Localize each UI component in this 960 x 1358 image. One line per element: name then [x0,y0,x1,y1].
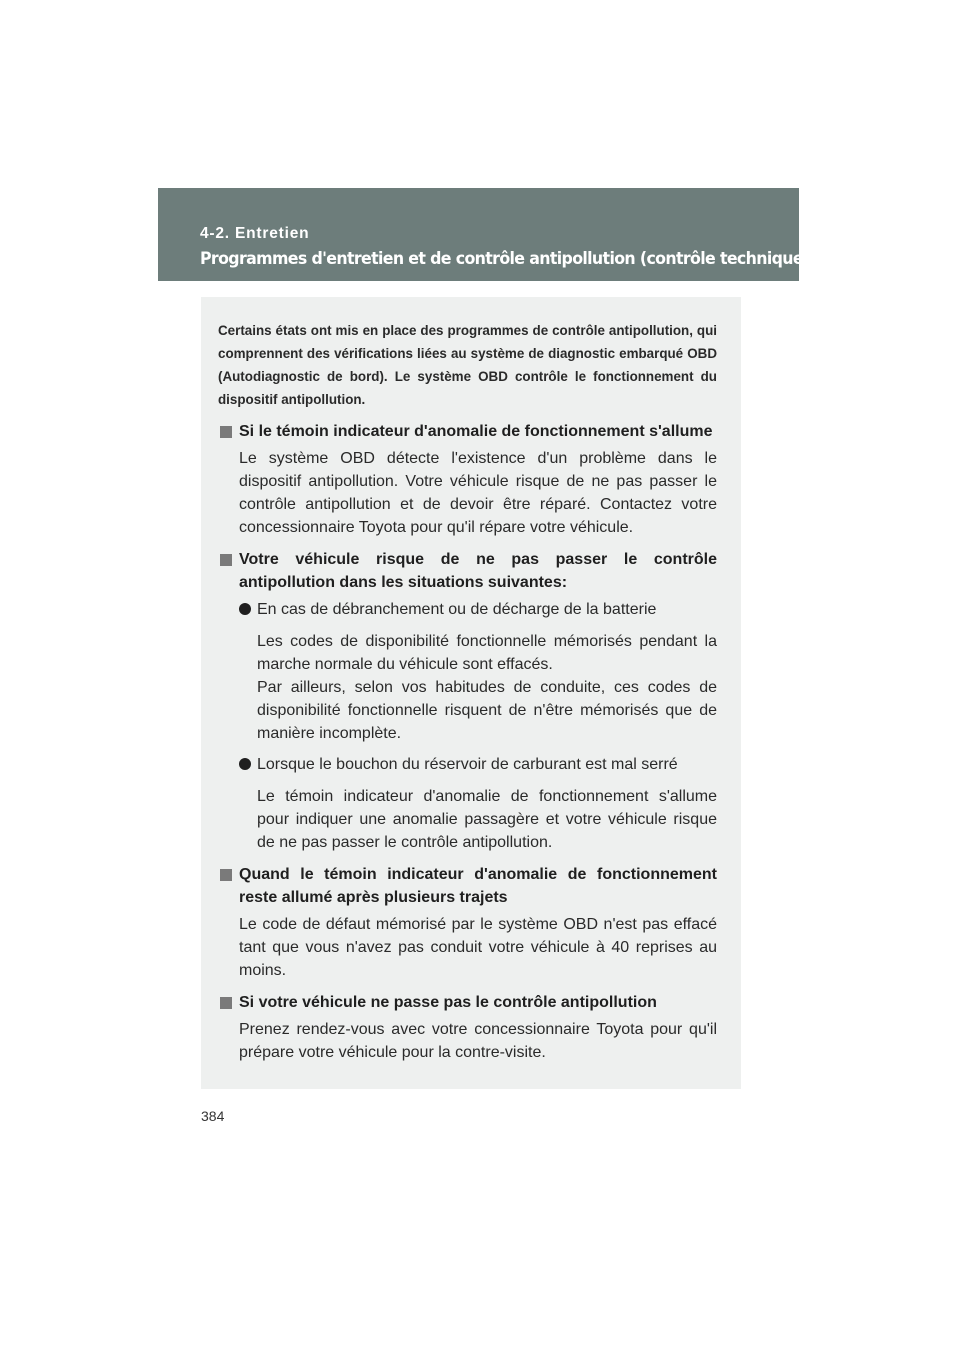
square-bullet-icon [220,426,232,438]
item-heading: Si le témoin indicateur d'anomalie de fonctionnement s'allume [239,423,713,440]
item-text: Le code de défaut mémorisé par le système OBD n'est pas effacé tant que vous n'avez pas conduit votre véhicule à 40 reprises au moins. [239,916,717,979]
round-bullet-icon [239,758,251,770]
sub-item-text: Le témoin indicateur d'anomalie de fonctionnement s'allume pour indiquer une anomalie passagère et votre véhicule risque de ne pas passer le contrôle antipollution. [257,788,717,851]
intro-paragraph: Certains états ont mis en place des programmes de contrôle antipollution, qui comprennent des vérifications liées au système de diagnostic embarqué OBD (Autodiagnostic de bord). Le système OBD contrôle le fonctionnement du dispositif antipollution. [218,323,717,407]
round-bullet-icon [239,603,251,615]
item-heading: Quand le témoin indicateur d'anomalie de fonctionnement reste allumé après plusieurs trajets [239,866,717,906]
info-box [201,297,741,1089]
section-header [158,188,810,281]
list-item [218,863,717,982]
list-item [218,420,717,539]
sub-item-heading: Lorsque le bouchon du réservoir de carburant est mal serré [257,756,678,773]
item-heading: Votre véhicule risque de ne pas passer le contrôle antipollution dans les situations suivantes: [239,551,717,591]
sub-item [239,753,717,854]
sub-item-heading: En cas de débranchement ou de décharge de la batterie [257,601,657,618]
square-bullet-icon [220,554,232,566]
sub-item [239,598,717,745]
item-text: Prenez rendez-vous avec votre concessionnaire Toyota pour qu'il prépare votre véhicule pour la contre-visite. [239,1021,717,1061]
square-bullet-icon [220,997,232,1009]
list-item [218,548,717,854]
square-bullet-icon [220,869,232,881]
item-text: Le système OBD détecte l'existence d'un problème dans le dispositif antipollution. Votre véhicule risque de ne pas passer le contrôle antipollution et de devoir être réparé. Contactez votre concessionnaire Toyota pour qu'il répare votre véhicule. [239,450,717,536]
item-heading: Si votre véhicule ne passe pas le contrôle antipollution [239,994,657,1011]
sub-item-text: Les codes de disponibilité fonctionnelle mémorisés pendant la marche normale du véhicule sont effacés. [257,633,717,673]
page-title: Programmes d'entretien et de contrôle antipollution (contrôle technique) [200,249,810,269]
page-number: 384 [201,1108,225,1124]
section-label: 4-2. Entretien [200,225,310,242]
list-item [218,991,717,1064]
sub-item-text: Par ailleurs, selon vos habitudes de conduite, ces codes de disponibilité fonctionnelle risquent de n'être mémorisés que de manière incomplète. [257,679,717,742]
